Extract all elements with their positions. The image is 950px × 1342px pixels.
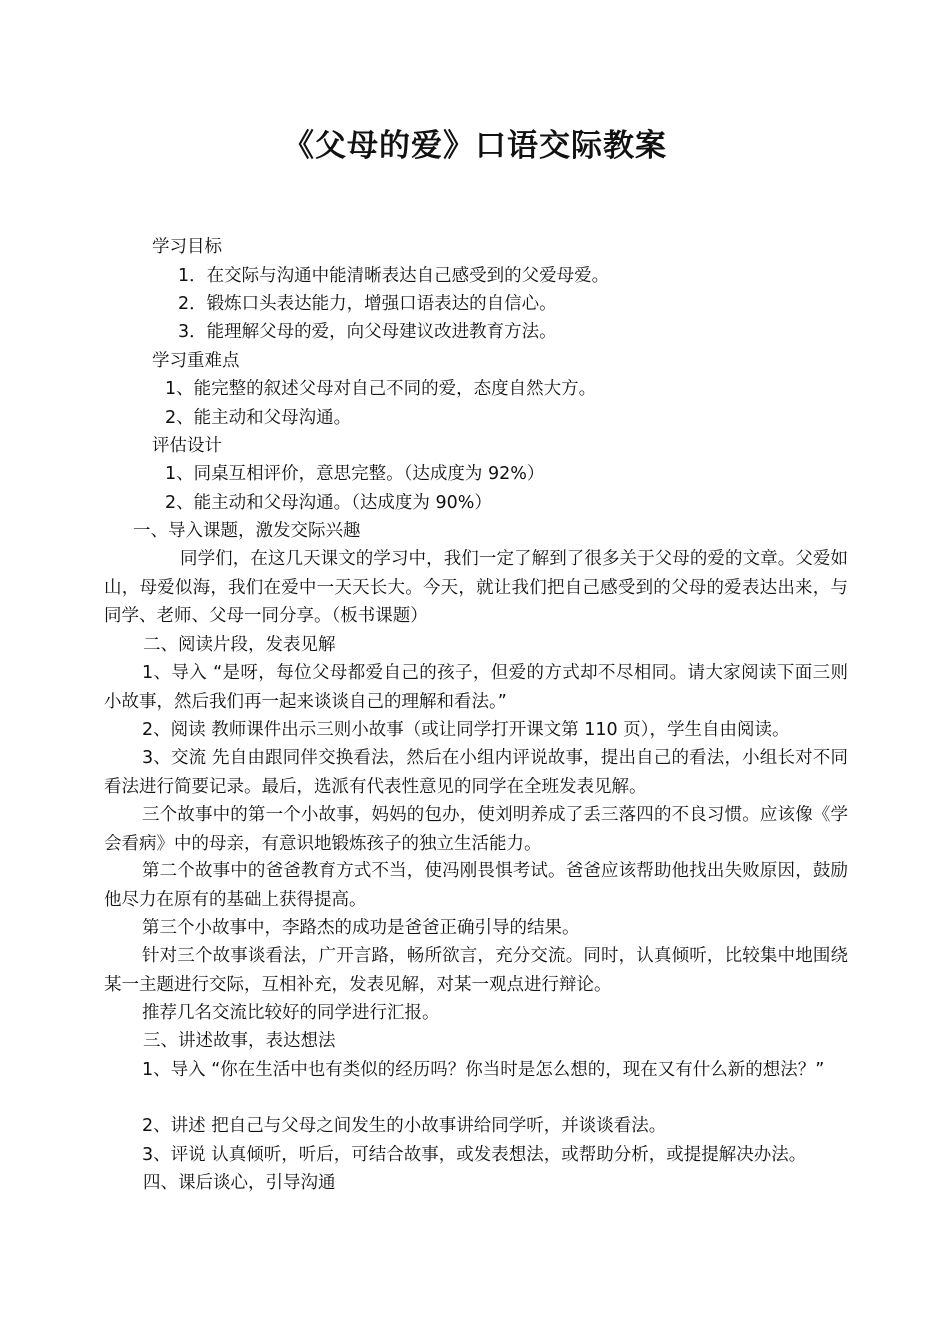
goal-item-3: 3．能理解父母的爱，向父母建议改进教育方法。	[178, 322, 557, 342]
goal-item-1: 1．在交际与沟通中能清晰表达自己感受到的父爱母爱。	[178, 266, 610, 286]
story-1-analysis: 三个故事中的第一个小故事，妈妈的包办，使刘明养成了丢三落四的不良习惯。应该像《学会看病》中的母亲，有意识地锻炼孩子的独立生活能力。	[104, 805, 848, 854]
reading-step-2: 2、阅读 教师课件出示三则小故事（或让同学打开课文第 110 页），学生自由阅读。	[142, 720, 790, 740]
story-step-1: 1、导入 “你在生活中也有类似的经历吗？你当时是怎么想的，现在又有什么新的想法？”	[142, 1060, 825, 1080]
heading-learning-goals: 学习目标	[152, 237, 222, 257]
reading-step-3: 3、交流 先自由跟同伴交换看法，然后在小组内评说故事，提出自己的看法，小组长对不同看法进行简要记录。最后，选派有代表性意见的同学在全班发表见解。	[104, 748, 848, 797]
reading-step-1: 1、导入 “是呀，每位父母都爱自己的孩子，但爱的方式却不尽相同。请大家阅读下面三则小故事，然后我们再一起来谈谈自己的理解和看法。”	[104, 663, 848, 712]
document-title: 《父母的爱》口语交际教案	[283, 128, 667, 164]
story-2-analysis: 第二个故事中的爸爸教育方式不当，使冯刚畏惧考试。爸爸应该帮助他找出失败原因，鼓励他尽力在原有的基础上获得提高。	[104, 861, 848, 910]
discussion-paragraph: 针对三个故事谈看法，广开言路，畅所欲言，充分交流。同时，认真倾听，比较集中地围绕某一主题进行交际，互相补充，发表见解，对某一观点进行辩论。	[104, 946, 848, 995]
key-point-item-1: 1、能完整的叙述父母对自己不同的爱，态度自然大方。	[165, 379, 597, 399]
goal-item-2: 2．锻炼口头表达能力，增强口语表达的自信心。	[178, 294, 557, 314]
section-heading-2: 二、阅读片段，发表见解	[143, 635, 336, 655]
intro-paragraph: 同学们，在这几天课文的学习中，我们一定了解到了很多关于父母的爱的文章。父爱如山，母爱似海，我们在爱中一天天长大。今天，就让我们把自己感受到的父母的爱表达出来，与同学、老师、父母一同分享。（板书课题）	[104, 549, 848, 626]
story-step-3: 3、评说 认真倾听，听后，可结合故事，或发表想法，或帮助分析，或提提解决办法。	[142, 1145, 807, 1165]
heading-assessment: 评估设计	[152, 436, 222, 456]
key-point-item-2: 2、能主动和父母沟通。	[165, 408, 352, 428]
story-3-analysis: 第三个小故事中，李路杰的成功是爸爸正确引导的结果。	[142, 918, 580, 938]
heading-key-points: 学习重难点	[152, 351, 240, 371]
section-heading-3: 三、讲述故事，表达想法	[143, 1031, 336, 1051]
assessment-item-2: 2、能主动和父母沟通。（达成度为 90%）	[165, 493, 492, 513]
section-heading-1: 一、导入课题，激发交际兴趣	[133, 521, 361, 541]
recommend-paragraph: 推荐几名交流比较好的同学进行汇报。	[142, 1003, 440, 1023]
section-heading-4: 四、课后谈心，引导沟通	[143, 1173, 336, 1193]
story-step-2: 2、讲述 把自己与父母之间发生的小故事讲给同学听，并谈谈看法。	[142, 1116, 667, 1136]
assessment-item-1: 1、同桌互相评价，意思完整。（达成度为 92%）	[165, 464, 545, 484]
